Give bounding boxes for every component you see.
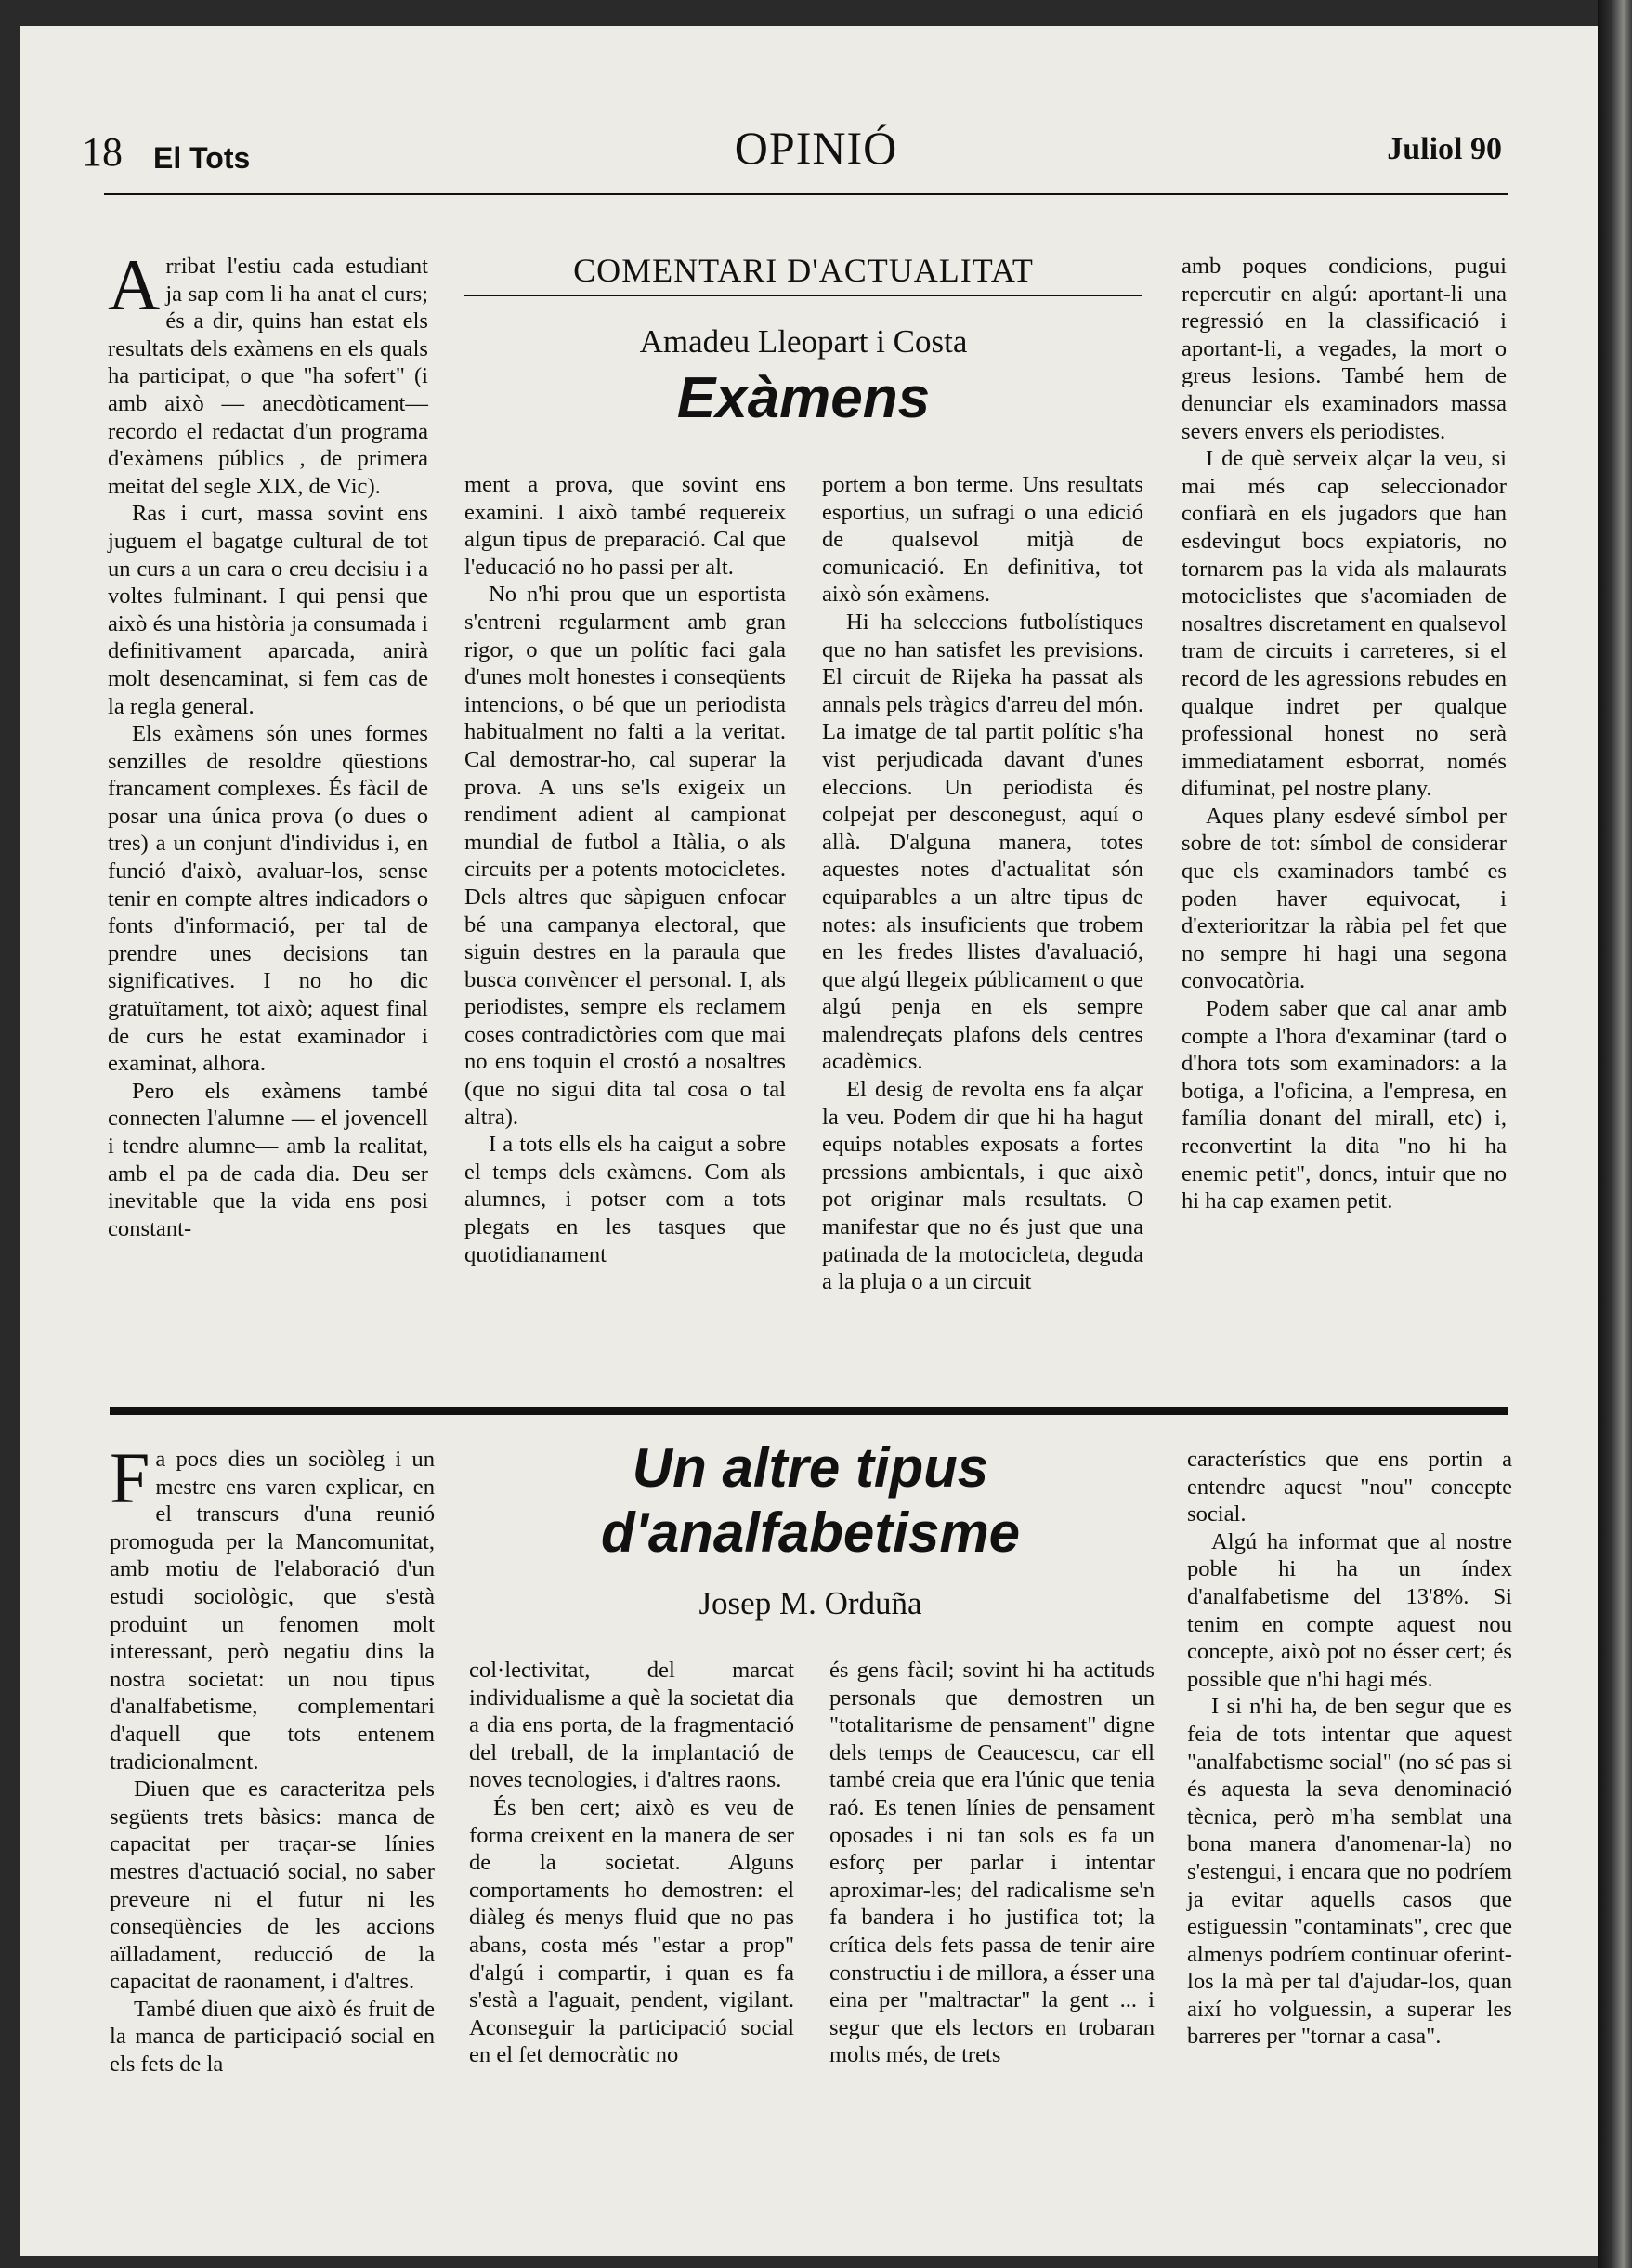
- drop-cap: F: [110, 1437, 150, 1518]
- drop-cap: A: [108, 244, 161, 325]
- article-kicker: COMENTARI D'ACTUALITAT: [573, 252, 1034, 289]
- article-author: Josep M. Orduña: [698, 1585, 922, 1621]
- publication-name: El Tots: [153, 141, 251, 175]
- paragraph: I a tots ells els ha caigut a sobre el temps dels exàmens. Com als alumnes, i potser com a tots plegats en les tasques que quotidianament: [464, 1132, 786, 1267]
- page-number: 18: [82, 129, 123, 175]
- kicker-rule: [464, 295, 1142, 296]
- paragraph: a pocs dies un sociòleg i un mestre ens varen explicar, en el transcurs d'una reunió promoguda per la Mancomunitat, amb motiu de l'elaboració d'un estudi sociològic, que s'està produint un fenomen molt interessant, però negatiu dins la nostra societat: un nou tipus d'analfabetisme, complementari d'aquell que tots entenem tradicionalment.: [110, 1447, 435, 1775]
- paragraph: portem a bon terme. Uns resultats esportius, un sufragi o una edició de qualsevol mitjà de comunicació. En definitiva, tot això són exàmens.: [822, 472, 1143, 608]
- paragraph: col·lectivitat, del marcat individualisme a què la societat dia a dia ens porta, de la fragmentació del treball, de la implantació de noves tecnologies, i d'altres raons.: [469, 1658, 794, 1793]
- paragraph: Algú ha informat que al nostre poble hi ha un índex d'analfabetisme del 13'8%. Si tenim en compte aquest nou concepte, això pot no ésser cert; és possible que n'hi hagi més.: [1187, 1528, 1512, 1692]
- issue-date: Juliol 90: [1387, 132, 1502, 166]
- article-title: Exàmens: [676, 366, 931, 430]
- paragraph: rribat l'estiu cada estudiant ja sap com li ha anat el curs; és a dir, quins han estat els resultats dels exàmens en els quals ha participat, o que "ha sofert" (i amb això — anecdòticament— recordo el redactat d'un programa d'exàmens públics , de primera meitat del segle XIX, de Vic).: [108, 254, 428, 499]
- paragraph: és gens fàcil; sovint hi ha actituds personals que demostren un "totalitarisme de pensament" digne dels temps de Ceaucescu, car ell també creia que era l'únic que tenia raó. Es tenen línies de pensament oposades i ni tan sols es fa un esforç per parlar i intentar aproximar-les; del radicalisme se'n fa bandera i ho justifica tot; la crítica dels fets passa de tenir aire constructiu i de millora, a ésser una eina per "maltractar" la gent ... i segur que els lectors en trobaran molts més, de trets: [829, 1658, 1155, 2068]
- article1-column-1: [108, 244, 428, 1242]
- binding-edge: [1598, 0, 1632, 2268]
- article1-column-2: [464, 471, 786, 1268]
- article-divider: [110, 1407, 1508, 1415]
- paragraph: I si n'hi ha, de ben segur que es feia de tots intentar que aquest "analfabetisme social" (no sé pas si és aquesta la seva denominació tècnica, però m'ha semblat una bona manera d'anomenar-la) no s'estengui, i encara que no podríem ja evitar aquells casos que estiguessin "contaminats", crec que almenys podríem continuar oferint-los la mà per tal d'ajudar-los, quan així ho volguessin, a superar les barreres per "tornar a casa".: [1187, 1694, 1512, 2050]
- paragraph: Pero els exàmens també connecten l'alumne — el jovencell i tendre alumne— amb la realitat, amb el pa de cada dia. Deu ser inevitable que la vida ens posi constant-: [108, 1078, 428, 1241]
- article1-column-3: [822, 471, 1143, 1296]
- article-title-line-2: d'analfabetisme: [600, 1501, 1021, 1564]
- header-rule: [104, 193, 1508, 195]
- paragraph: Hi ha seleccions futbolístiques que no han satisfet les previsions. El circuit de Rijeka ha passat als annals pels tràgics d'arreu del món. La imatge de tal partit polític s'ha vist perjudicada davant d'unes eleccions. Un periodista és colpejat per desconegust, aquí o allà. D'alguna manera, totes aquestes notes d'actualitat són equiparables a un altre tipus de notes: als insuficients que trobem en les fredes llistes d'avaluació, que algú llegeix públicament o que algú penja en els sempre malendreçats plafons dels centres acadèmics.: [822, 609, 1143, 1075]
- article-title-line-1: Un altre tipus: [632, 1436, 989, 1499]
- paragraph: característics que ens portin a entendre aquest "nou" concepte social.: [1187, 1447, 1512, 1527]
- paragraph: També diuen que això és fruit de la manca de participació social en els fets de la: [110, 1996, 435, 2078]
- paragraph: Ras i curt, massa sovint ens juguem el bagatge cultural de tot un curs a un cara o creu decisiu i a voltes fulminant. I qui pensi que això és una història ja consumada i definitivament aparcada, anirà molt desencaminat, si fem cas de la regla general.: [108, 501, 428, 719]
- article-author: Amadeu Lleopart i Costa: [639, 323, 968, 360]
- paragraph: I de què serveix alçar la veu, si mai més cap seleccionador confiarà en els jugadors que han esdevingut bocs expiatoris, no tornarem pas la vida als malaurats motociclistes que s'acomiaden de nosaltres discretament en qualsevol tram de circuits i carreteres, si el record de les agressions rebudes en qualque indret per qualque professional honest no serà immediatament esborrat, només difuminat, pel nostre plany.: [1182, 446, 1507, 802]
- paragraph: És ben cert; això es veu de forma creixent en la manera de ser de la societat. Alguns comportaments ho demostren: el diàleg és menys fluid que no pas abans, costa més "estar a prop" d'algú i compartir, i quan es fa s'està a l'aguait, pendent, vigilant. Aconseguir la participació social en el fet democràtic no: [469, 1794, 794, 2068]
- paragraph: Podem saber que cal anar amb compte a l'hora d'examinar (tard o d'hora tots som examinadors: a la botiga, a l'oficina, a l'empresa, en família donant del mirall, etc) i, reconvertint la dita "no hi ha enemic petit", doncs, intuir que no hi ha cap examen petit.: [1182, 996, 1507, 1214]
- paragraph: Aques plany esdevé símbol per sobre de tot: símbol de considerar que els examinadors també es poden haver equivocat, i d'exterioritzar la ràbia pel fet que no sempre hi hagi una segona convocatòria.: [1182, 803, 1507, 994]
- paragraph: El desig de revolta ens fa alçar la veu. Podem dir que hi ha hagut equips notables exposats a fortes pressions ambientals, i que això pot originar mals resultats. O manifestar que no és just que una patinada de la motocicleta, deguda a la pluja o a un circuit: [822, 1077, 1143, 1295]
- paragraph: ment a prova, que sovint ens examini. I això també requereix algun tipus de preparació. Cal que l'educació no ho passi per alt.: [464, 472, 786, 580]
- paragraph: amb poques condicions, pugui repercutir en algú: aportant-li una regressió en la classificació i aportant-li, a vegades, la mort o greus lesions. També hem de denunciar els examinadors massa severs envers els periodistes.: [1182, 254, 1507, 444]
- paragraph: No n'hi prou que un esportista s'entreni regularment amb gran rigor, o que un polític faci gala d'unes molt honestes i conseqüents intencions, o bé que un periodista habitualment no falti a la veritat. Cal demostrar-ho, cal superar la prova. A uns se'ls exigeix un rendiment adient al campionat mundial de futbol a Itàlia, o als circuits per a potents motocicletes. Dels altres que sàpiguen enfocar bé una campanya electoral, que siguin destres en la paraula que busca convèncer el personal. I, als periodistes, sempre els reclamem coses contradictòries com que mai no ens toquin el crostó a nosaltres (que no sigui dita tal cosa o tal altra).: [464, 582, 786, 1130]
- article2-column-2: [469, 1657, 794, 2069]
- paragraph: Diuen que es caracteritza pels següents trets bàsics: manca de capacitat per traçar-se línies mestres d'actuació social, no saber preveure ni el futur ni les conseqüències de les accions aïlladament, reducció de la capacitat de raonament, i d'altres.: [110, 1776, 435, 1995]
- paragraph: Els exàmens són unes formes senzilles de resoldre qüestions francament complexes. És fàcil de posar una única prova (o dues o tres) a un conjunt d'individus i, en funció d'això, avaluar-los, sense tenir en compte altres indicadors o fonts d'informació, per tal de prendre unes decisions tan significatives. I no ho dic gratuïtament, tot això; aquest final de curs he estat examinador i examinat, alhora.: [108, 721, 428, 1077]
- section-title: OPINIÓ: [734, 122, 898, 174]
- article1-column-4: [1182, 253, 1507, 1215]
- article2-column-3: [829, 1657, 1155, 2069]
- article2-column-1: [110, 1437, 435, 2078]
- article2-column-4: [1187, 1446, 1512, 2051]
